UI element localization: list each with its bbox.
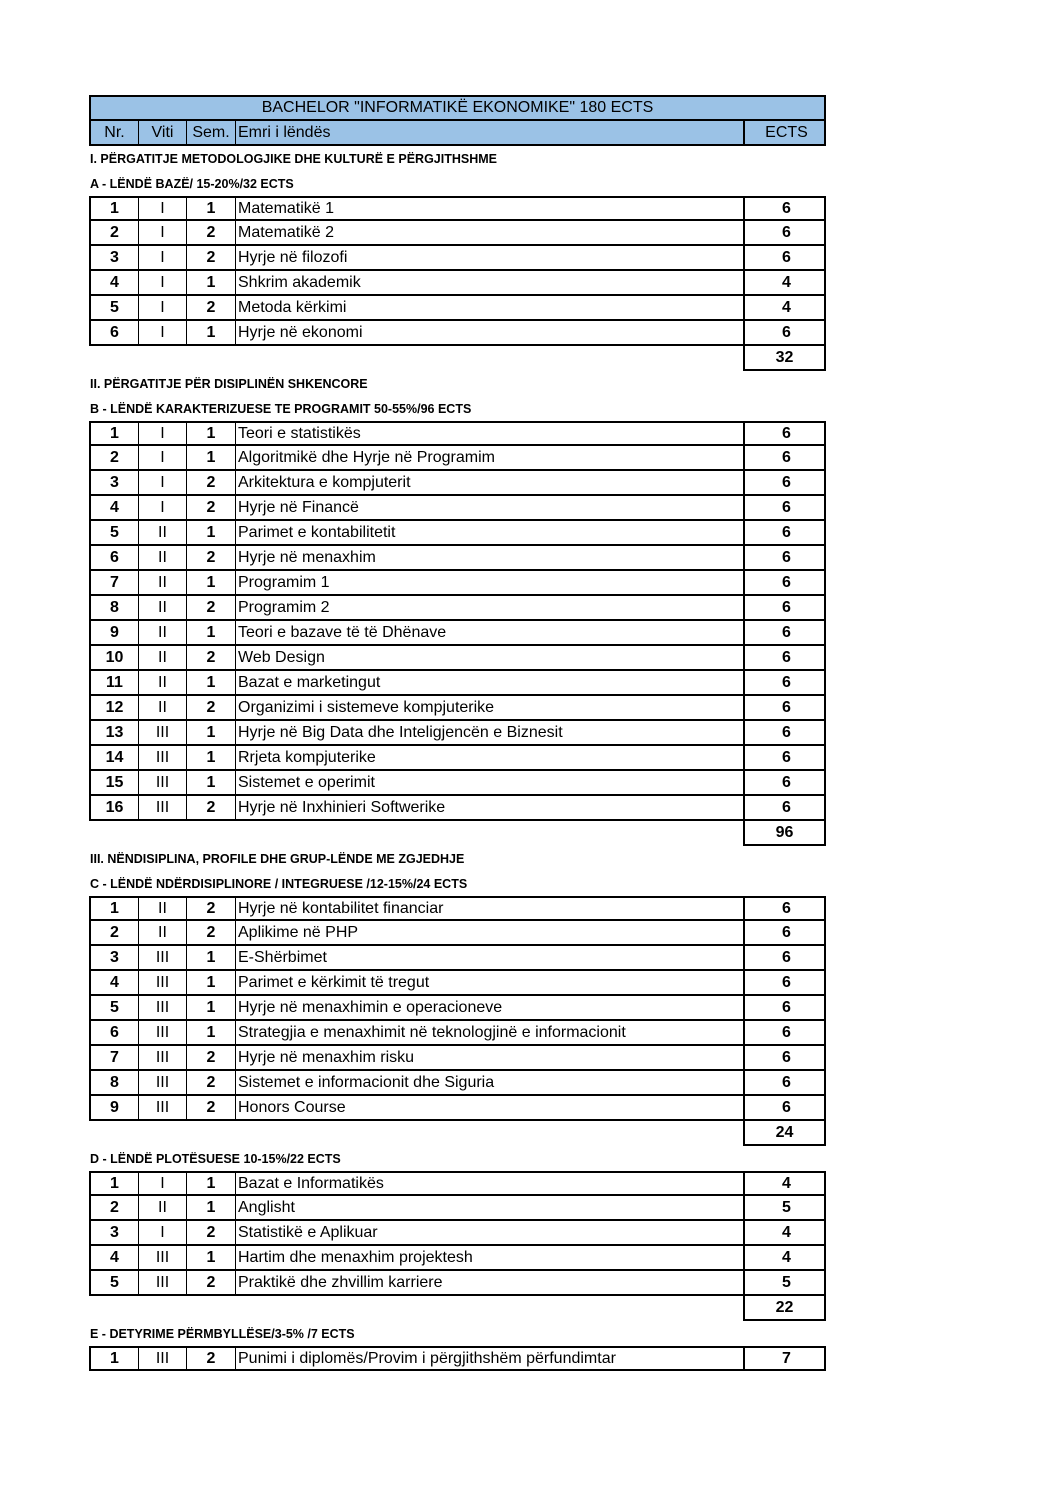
row-nr: 3	[91, 946, 139, 969]
section-subheading: B - LËNDË KARAKTERIZUESE TE PROGRAMIT 50-55%/96 ECTS	[90, 401, 472, 416]
row-year: III	[139, 971, 187, 994]
table-row	[89, 1196, 826, 1221]
row-ects: 6	[782, 623, 791, 641]
row-ects: 6	[782, 448, 791, 466]
row-semester: 2	[187, 246, 236, 269]
row-ects: 6	[782, 998, 791, 1016]
row-nr: 14	[91, 746, 139, 769]
header-row	[89, 121, 826, 146]
row-course-name: Anglisht	[236, 1196, 745, 1219]
row-year: III	[139, 796, 187, 819]
row-year: II	[139, 596, 187, 619]
row-nr: 1	[91, 898, 139, 919]
row-ects: 6	[782, 548, 791, 566]
table-row	[89, 671, 826, 696]
row-nr: 2	[91, 921, 139, 944]
row-semester: 2	[187, 898, 236, 919]
row-year: II	[139, 898, 187, 919]
row-year: III	[139, 996, 187, 1019]
row-year: II	[139, 621, 187, 644]
row-semester: 1	[187, 271, 236, 294]
row-nr: 2	[91, 221, 139, 244]
row-course-name: Sistemet e informacionit dhe Siguria	[236, 1071, 745, 1094]
row-course-name: Shkrim akademik	[236, 271, 745, 294]
row-semester: 1	[187, 771, 236, 794]
row-year: II	[139, 921, 187, 944]
row-year: I	[139, 271, 187, 294]
row-course-name: Hyrje në kontabilitet financiar	[236, 898, 745, 919]
table-row	[89, 196, 826, 221]
row-nr: 3	[91, 246, 139, 269]
row-year: I	[139, 446, 187, 469]
row-nr: 6	[91, 1021, 139, 1044]
table-row	[89, 771, 826, 796]
row-ects: 4	[782, 1174, 791, 1192]
row-year: I	[139, 221, 187, 244]
row-semester: 1	[187, 721, 236, 744]
col-course-name-header: Emri i lëndës	[236, 121, 745, 144]
table-row	[89, 1271, 826, 1296]
col-semester-header: Sem.	[187, 121, 236, 144]
row-semester: 1	[187, 446, 236, 469]
row-semester: 2	[187, 1096, 236, 1119]
row-nr: 1	[91, 1348, 139, 1369]
table-row	[89, 646, 826, 671]
row-semester: 1	[187, 571, 236, 594]
row-nr: 9	[91, 1096, 139, 1119]
row-year: III	[139, 1271, 187, 1294]
table-row	[89, 746, 826, 771]
section-heading: III. NËNDISIPLINA, PROFILE DHE GRUP-LËNDE ME ZGJEDHJE	[90, 851, 465, 866]
row-semester: 1	[187, 671, 236, 694]
table-row	[89, 1071, 826, 1096]
row-ects: 6	[782, 1023, 791, 1041]
row-semester: 2	[187, 296, 236, 319]
table-row	[89, 796, 826, 821]
row-ects: 6	[782, 899, 791, 917]
row-nr: 13	[91, 721, 139, 744]
row-ects: 6	[782, 323, 791, 341]
row-year: III	[139, 1348, 187, 1369]
row-year: III	[139, 1096, 187, 1119]
row-year: II	[139, 571, 187, 594]
row-ects: 4	[782, 298, 791, 316]
row-year: II	[139, 546, 187, 569]
row-ects: 6	[782, 223, 791, 241]
row-year: II	[139, 646, 187, 669]
row-ects: 6	[782, 498, 791, 516]
row-year: III	[139, 746, 187, 769]
table-row	[89, 496, 826, 521]
row-course-name: Sistemet e operimit	[236, 771, 745, 794]
row-ects: 6	[782, 923, 791, 941]
col-nr-header: Nr.	[91, 121, 139, 144]
row-course-name: Statistikë e Aplikuar	[236, 1221, 745, 1244]
row-ects: 6	[782, 698, 791, 716]
row-course-name: Hyrje në menaxhimin e operacioneve	[236, 996, 745, 1019]
row-course-name: Hyrje në Big Data dhe Inteligjencën e Biznesit	[236, 721, 745, 744]
row-course-name: Hyrje në menaxhim risku	[236, 1046, 745, 1069]
row-nr: 10	[91, 646, 139, 669]
table-row	[89, 421, 826, 446]
row-nr: 1	[91, 423, 139, 444]
table-row	[89, 946, 826, 971]
row-year: II	[139, 696, 187, 719]
table-row	[89, 1021, 826, 1046]
row-course-name: Honors Course	[236, 1096, 745, 1119]
table-row	[89, 246, 826, 271]
table-row	[89, 1346, 826, 1371]
section-heading: I. PËRGATITJE METODOLOGJIKE DHE KULTURË E PËRGJITHSHME	[90, 151, 497, 166]
section-total-ects: 24	[743, 1121, 826, 1146]
section-total-row	[89, 1121, 826, 1146]
row-semester: 1	[187, 946, 236, 969]
row-semester: 2	[187, 1046, 236, 1069]
table-row	[89, 621, 826, 646]
row-nr: 4	[91, 1246, 139, 1269]
row-course-name: Arkitektura e kompjuterit	[236, 471, 745, 494]
row-course-name: Aplikime në PHP	[236, 921, 745, 944]
section-subheading: D - LËNDË PLOTËSUESE 10-15%/22 ECTS	[90, 1151, 341, 1166]
table-row	[89, 1096, 826, 1121]
row-ects: 6	[782, 1098, 791, 1116]
row-nr: 3	[91, 471, 139, 494]
row-course-name: Algoritmikë dhe Hyrje në Programim	[236, 446, 745, 469]
row-semester: 1	[187, 1173, 236, 1194]
row-nr: 5	[91, 1271, 139, 1294]
row-course-name: Rrjeta kompjuterike	[236, 746, 745, 769]
row-nr: 4	[91, 971, 139, 994]
row-ects: 6	[782, 973, 791, 991]
table-row	[89, 921, 826, 946]
row-year: I	[139, 423, 187, 444]
row-year: III	[139, 721, 187, 744]
section-total-row	[89, 346, 826, 371]
row-semester: 2	[187, 696, 236, 719]
row-year: I	[139, 321, 187, 344]
row-nr: 6	[91, 321, 139, 344]
row-course-name: Organizimi i sistemeve kompjuterike	[236, 696, 745, 719]
table-row	[89, 1246, 826, 1271]
row-course-name: Bazat e Informatikës	[236, 1173, 745, 1194]
row-ects: 6	[782, 1073, 791, 1091]
row-year: II	[139, 1196, 187, 1219]
row-year: I	[139, 246, 187, 269]
row-year: III	[139, 1246, 187, 1269]
table-row	[89, 1046, 826, 1071]
table-row	[89, 971, 826, 996]
row-ects: 6	[782, 648, 791, 666]
row-semester: 1	[187, 1196, 236, 1219]
row-year: III	[139, 1021, 187, 1044]
row-course-name: Programim 1	[236, 571, 745, 594]
row-nr: 15	[91, 771, 139, 794]
section-total-ects: 22	[743, 1296, 826, 1321]
row-nr: 5	[91, 996, 139, 1019]
row-ects: 7	[782, 1349, 791, 1367]
row-semester: 1	[187, 198, 236, 219]
row-course-name: Strategjia e menaxhimit në teknologjinë e informacionit	[236, 1021, 745, 1044]
row-course-name: Bazat e marketingut	[236, 671, 745, 694]
row-nr: 8	[91, 596, 139, 619]
table-row	[89, 271, 826, 296]
row-nr: 1	[91, 1173, 139, 1194]
row-semester: 2	[187, 1071, 236, 1094]
row-course-name: Hyrje në Inxhinieri Softwerike	[236, 796, 745, 819]
row-year: III	[139, 1071, 187, 1094]
section-subheading: A - LËNDË BAZË/ 15-20%/32 ECTS	[90, 176, 294, 191]
row-course-name: Hyrje në Financë	[236, 496, 745, 519]
row-semester: 2	[187, 921, 236, 944]
row-nr: 4	[91, 496, 139, 519]
row-course-name: Hyrje në menaxhim	[236, 546, 745, 569]
section-heading: II. PËRGATITJE PËR DISIPLINËN SHKENCORE	[90, 376, 368, 391]
section-subheading: E - DETYRIME PËRMBYLLËSE/3-5% /7 ECTS	[90, 1326, 355, 1341]
row-course-name: Hyrje në filozofi	[236, 246, 745, 269]
row-ects: 6	[782, 473, 791, 491]
row-year: III	[139, 771, 187, 794]
col-year-header: Viti	[139, 121, 187, 144]
row-course-name: Hyrje në ekonomi	[236, 321, 745, 344]
table-row	[89, 471, 826, 496]
row-year: III	[139, 946, 187, 969]
row-year: II	[139, 671, 187, 694]
table-row	[89, 721, 826, 746]
row-ects: 6	[782, 1048, 791, 1066]
section-total-row	[89, 1296, 826, 1321]
row-course-name: Web Design	[236, 646, 745, 669]
row-course-name: Parimet e kontabilitetit	[236, 521, 745, 544]
row-nr: 9	[91, 621, 139, 644]
row-semester: 1	[187, 971, 236, 994]
row-semester: 1	[187, 1021, 236, 1044]
row-course-name: Programim 2	[236, 596, 745, 619]
row-year: I	[139, 296, 187, 319]
row-year: I	[139, 496, 187, 519]
row-course-name: Matematikë 2	[236, 221, 745, 244]
row-ects: 6	[782, 673, 791, 691]
row-semester: 2	[187, 796, 236, 819]
row-year: I	[139, 198, 187, 219]
row-course-name: Parimet e kërkimit të tregut	[236, 971, 745, 994]
row-nr: 6	[91, 546, 139, 569]
row-nr: 5	[91, 296, 139, 319]
row-nr: 3	[91, 1221, 139, 1244]
row-semester: 1	[187, 746, 236, 769]
row-ects: 6	[782, 248, 791, 266]
row-semester: 2	[187, 1271, 236, 1294]
table-row	[89, 296, 826, 321]
row-nr: 1	[91, 198, 139, 219]
row-course-name: Matematikë 1	[236, 198, 745, 219]
row-ects: 4	[782, 1248, 791, 1266]
row-course-name: Praktikë dhe zhvillim karriere	[236, 1271, 745, 1294]
row-nr: 4	[91, 271, 139, 294]
row-nr: 7	[91, 1046, 139, 1069]
table-row	[89, 221, 826, 246]
row-semester: 1	[187, 423, 236, 444]
row-nr: 7	[91, 571, 139, 594]
table-row	[89, 571, 826, 596]
row-nr: 5	[91, 521, 139, 544]
table-row	[89, 1171, 826, 1196]
row-year: I	[139, 471, 187, 494]
row-course-name: Punimi i diplomës/Provim i përgjithshëm përfundimtar	[236, 1348, 745, 1369]
row-semester: 2	[187, 1348, 236, 1369]
row-ects: 6	[782, 748, 791, 766]
section-subheading: C - LËNDË NDËRDISIPLINORE / INTEGRUESE /12-15%/24 ECTS	[90, 876, 468, 891]
row-ects: 6	[782, 424, 791, 442]
row-ects: 6	[782, 723, 791, 741]
row-semester: 2	[187, 1221, 236, 1244]
table-row	[89, 321, 826, 346]
row-course-name: E-Shërbimet	[236, 946, 745, 969]
row-course-name: Teori e statistikës	[236, 423, 745, 444]
row-ects: 6	[782, 773, 791, 791]
row-ects: 6	[782, 523, 791, 541]
row-ects: 4	[782, 1223, 791, 1241]
row-year: III	[139, 1046, 187, 1069]
table-row	[89, 896, 826, 921]
table-row	[89, 1221, 826, 1246]
row-semester: 1	[187, 621, 236, 644]
row-semester: 1	[187, 521, 236, 544]
row-ects: 6	[782, 199, 791, 217]
row-nr: 11	[91, 671, 139, 694]
table-title: BACHELOR "INFORMATIKË EKONOMIKE" 180 ECTS	[89, 95, 826, 121]
row-ects: 6	[782, 798, 791, 816]
row-semester: 2	[187, 221, 236, 244]
curriculum-table	[89, 95, 826, 1371]
row-nr: 2	[91, 446, 139, 469]
row-course-name: Metoda kërkimi	[236, 296, 745, 319]
section-total-row	[89, 821, 826, 846]
table-row	[89, 696, 826, 721]
row-ects: 4	[782, 273, 791, 291]
table-row	[89, 521, 826, 546]
row-ects: 6	[782, 948, 791, 966]
row-semester: 2	[187, 471, 236, 494]
row-ects: 6	[782, 573, 791, 591]
row-nr: 16	[91, 796, 139, 819]
row-nr: 2	[91, 1196, 139, 1219]
row-semester: 2	[187, 596, 236, 619]
table-row	[89, 446, 826, 471]
row-year: I	[139, 1173, 187, 1194]
row-nr: 12	[91, 696, 139, 719]
row-course-name: Hartim dhe menaxhim projektesh	[236, 1246, 745, 1269]
row-semester: 1	[187, 996, 236, 1019]
section-total-ects: 96	[743, 821, 826, 846]
table-row	[89, 996, 826, 1021]
row-semester: 1	[187, 321, 236, 344]
col-ects-header: ECTS	[765, 123, 808, 141]
row-semester: 2	[187, 546, 236, 569]
row-year: II	[139, 521, 187, 544]
row-semester: 2	[187, 646, 236, 669]
table-row	[89, 546, 826, 571]
row-nr: 8	[91, 1071, 139, 1094]
row-year: I	[139, 1221, 187, 1244]
row-ects: 5	[782, 1198, 791, 1216]
section-total-ects: 32	[743, 346, 826, 371]
row-ects: 5	[782, 1273, 791, 1291]
row-semester: 2	[187, 496, 236, 519]
row-course-name: Teori e bazave të të Dhënave	[236, 621, 745, 644]
row-ects: 6	[782, 598, 791, 616]
row-semester: 1	[187, 1246, 236, 1269]
table-row	[89, 596, 826, 621]
